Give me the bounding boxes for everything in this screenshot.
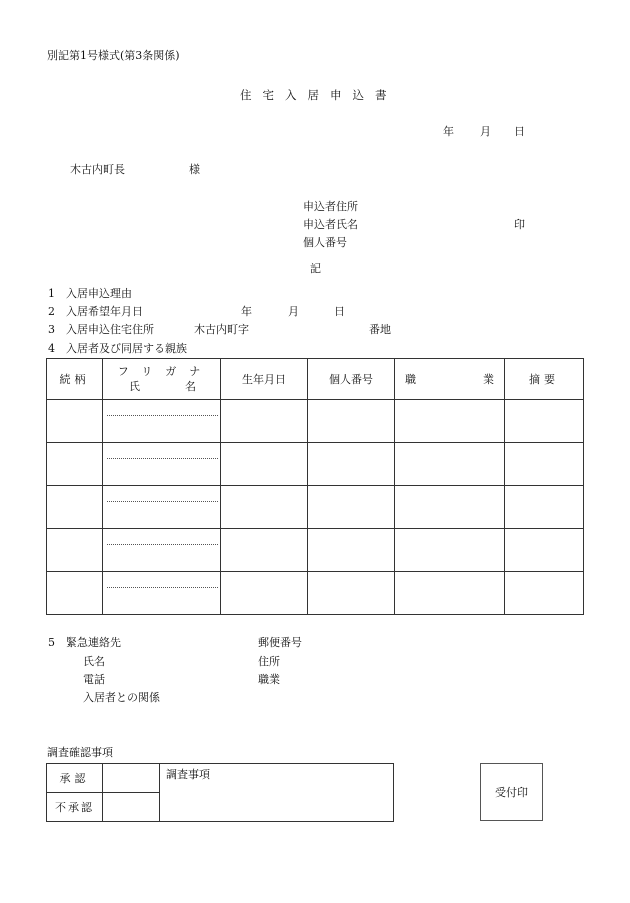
occupation-cell[interactable]	[395, 400, 505, 443]
occupation-cell[interactable]	[395, 443, 505, 486]
ki-label: 記	[310, 262, 321, 275]
table-row	[47, 400, 584, 443]
table-header-row	[47, 359, 584, 400]
name-cell[interactable]	[103, 400, 221, 443]
birth-cell[interactable]	[221, 443, 308, 486]
name-cell[interactable]	[103, 529, 221, 572]
banchi-label: 番地	[369, 323, 391, 336]
id-cell[interactable]	[308, 529, 395, 572]
date-year: 年	[443, 125, 454, 138]
relation-cell[interactable]	[47, 443, 103, 486]
header-id-number: 個人番号	[308, 359, 395, 400]
emergency-heading: 5 緊急連絡先	[48, 636, 121, 649]
investigation-items-cell[interactable]	[160, 764, 394, 822]
emergency-relation-label: 入居者との関係	[83, 691, 160, 704]
applicant-address-label: 申込者住所	[303, 200, 358, 213]
birth-cell[interactable]	[221, 486, 308, 529]
remarks-cell[interactable]	[505, 529, 584, 572]
header-relation: 続柄	[47, 359, 103, 400]
birth-cell[interactable]	[221, 400, 308, 443]
table-row	[47, 529, 584, 572]
id-cell[interactable]	[308, 400, 395, 443]
occupation-cell[interactable]	[395, 529, 505, 572]
occupation-cell[interactable]	[395, 572, 505, 615]
reception-stamp-box	[480, 763, 543, 821]
applicant-id-label: 個人番号	[303, 236, 347, 249]
approve-cell[interactable]	[103, 764, 160, 793]
table-row	[47, 486, 584, 529]
desired-day: 日	[334, 305, 345, 318]
header-furigana-name: フリガナ 氏 名	[103, 359, 221, 400]
page-title: 住宅入居申込書	[240, 88, 398, 102]
item-housing-address: 3 入居申込住宅住所	[48, 323, 154, 336]
approve-label: 承認	[47, 764, 103, 793]
desired-year: 年	[241, 305, 252, 318]
date-day: 日	[514, 125, 525, 138]
header-remarks: 摘要	[505, 359, 584, 400]
addressee-honorific: 様	[189, 163, 200, 176]
name-cell[interactable]	[103, 443, 221, 486]
item-family: 4 入居者及び同居する親族	[48, 342, 187, 355]
seal-mark: 印	[514, 218, 525, 231]
header-birthdate: 生年月日	[221, 359, 308, 400]
relation-cell[interactable]	[47, 572, 103, 615]
emergency-phone-label: 電話	[83, 673, 105, 686]
applicant-name-label: 申込者氏名	[303, 218, 358, 231]
name-cell[interactable]	[103, 486, 221, 529]
name-cell[interactable]	[103, 572, 221, 615]
disapprove-label: 不承認	[47, 793, 103, 822]
form-reference: 別記第1号様式(第3条関係)	[47, 49, 180, 62]
relation-cell[interactable]	[47, 486, 103, 529]
town-label: 木古内町字	[194, 323, 249, 336]
addressee-name: 木古内町長	[70, 163, 125, 176]
item-reason: 1 入居申込理由	[48, 287, 132, 300]
emergency-occupation-label: 職業	[258, 673, 280, 686]
id-cell[interactable]	[308, 486, 395, 529]
table-row	[47, 572, 584, 615]
investigation-table	[46, 763, 394, 822]
date-month: 月	[480, 125, 491, 138]
emergency-postal-label: 郵便番号	[258, 636, 302, 649]
occupation-cell[interactable]	[395, 486, 505, 529]
reception-stamp-label: 受付印	[495, 785, 528, 799]
investigation-heading: 調査確認事項	[47, 746, 113, 759]
birth-cell[interactable]	[221, 572, 308, 615]
table-row	[47, 443, 584, 486]
header-occupation: 職 業	[395, 359, 505, 400]
family-table	[46, 358, 584, 615]
disapprove-cell[interactable]	[103, 793, 160, 822]
id-cell[interactable]	[308, 572, 395, 615]
item-desired-date: 2 入居希望年月日	[48, 305, 143, 318]
id-cell[interactable]	[308, 443, 395, 486]
emergency-address-label: 住所	[258, 655, 280, 668]
relation-cell[interactable]	[47, 529, 103, 572]
remarks-cell[interactable]	[505, 443, 584, 486]
birth-cell[interactable]	[221, 529, 308, 572]
desired-month: 月	[288, 305, 299, 318]
emergency-name-label: 氏名	[83, 655, 105, 668]
investigation-items-label: 調査事項	[166, 768, 210, 781]
remarks-cell[interactable]	[505, 572, 584, 615]
relation-cell[interactable]	[47, 400, 103, 443]
remarks-cell[interactable]	[505, 400, 584, 443]
remarks-cell[interactable]	[505, 486, 584, 529]
